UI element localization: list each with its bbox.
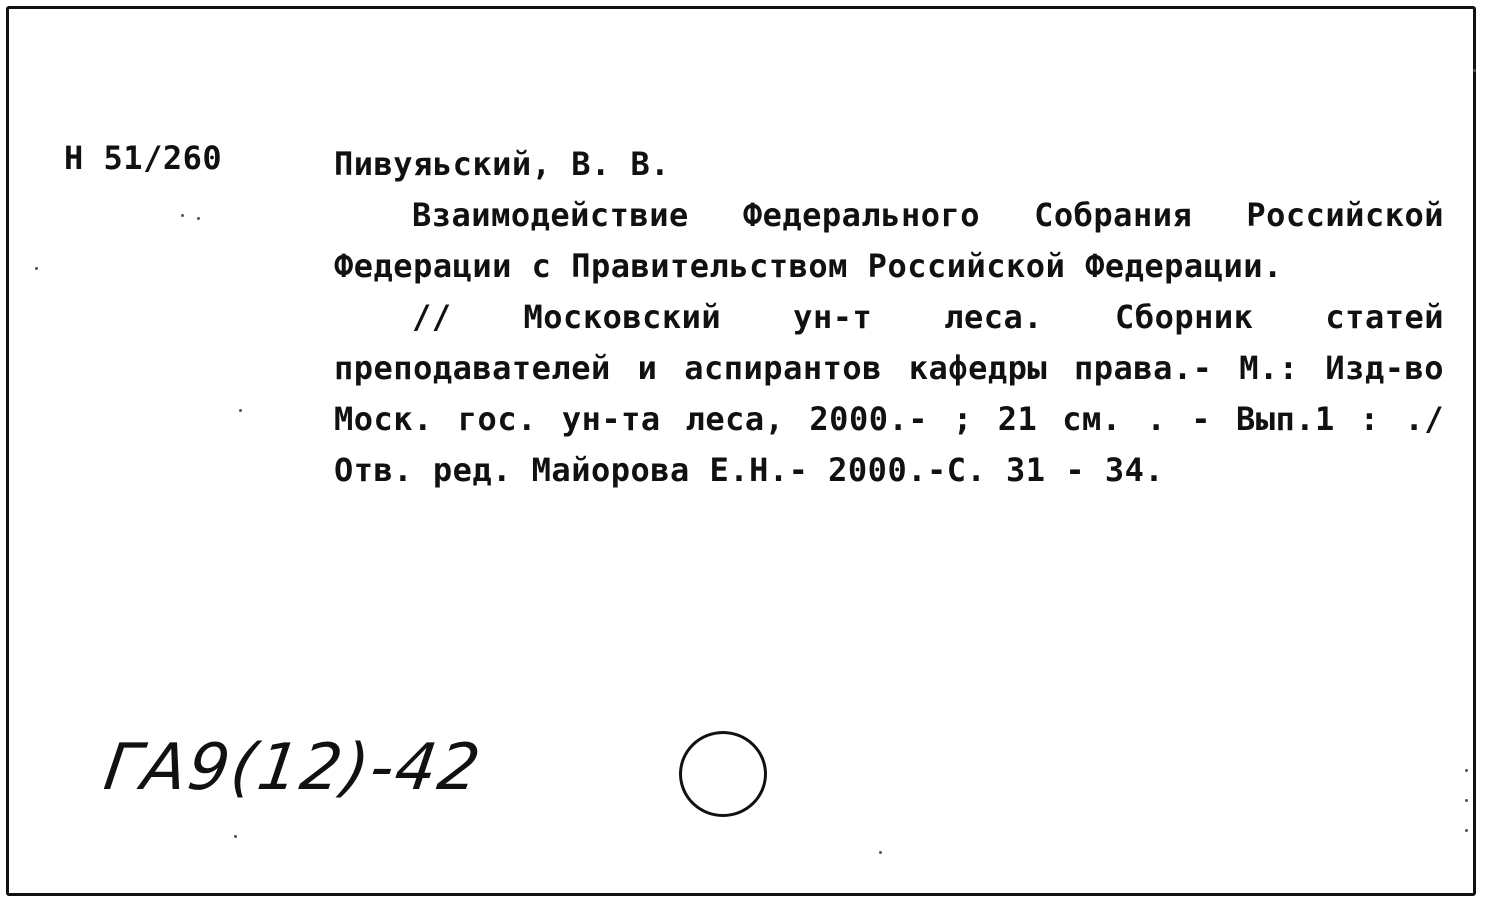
bibliographic-entry <box>334 139 1444 496</box>
catalog-card <box>6 6 1476 896</box>
speck <box>197 217 200 220</box>
speck <box>1465 799 1468 802</box>
card-hole <box>679 731 767 817</box>
speck <box>879 851 882 854</box>
speck <box>234 835 237 838</box>
title: Взаимодействие Федерального Собрания Российской Федерации с Правительством Российской Федерации. <box>334 196 1444 285</box>
handwritten-classification: ГА9(12)-42 <box>99 731 487 805</box>
call-number: Н 51/260 <box>64 139 223 177</box>
source-description: // Московский ун-т леса. Сборник статей преподавателей и аспирантов кафедры права.- М.: Изд-во Моск. гос. ун-та леса, 2000.- ; 21 см. . - Вып.1 : ./ Отв. ред. Майорова Е.Н.- 2000.-С. 31 - 34. <box>334 298 1444 489</box>
speck <box>35 267 38 270</box>
speck <box>181 214 184 217</box>
speck <box>1465 829 1468 832</box>
author: Пивуяьский, В. В. <box>334 145 671 183</box>
speck <box>1473 69 1476 72</box>
speck <box>239 409 242 412</box>
speck <box>1465 769 1468 772</box>
